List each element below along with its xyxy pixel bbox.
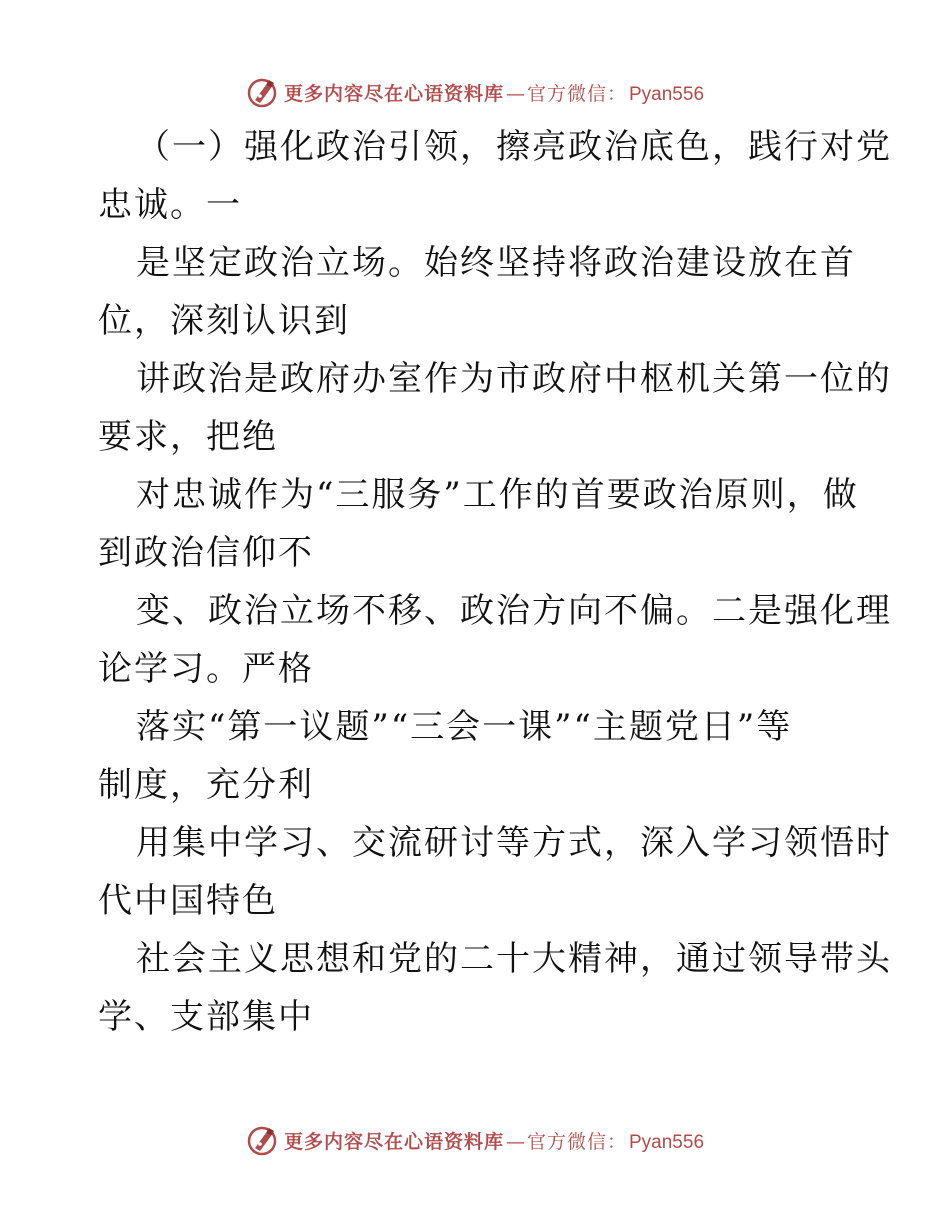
text-line: 代中国特色 — [98, 881, 278, 921]
red-pen-nib-icon — [246, 76, 278, 108]
text-line: 制度，充分利 — [98, 765, 314, 805]
text-line: 忠诚。一 — [98, 185, 242, 225]
text-line: 用集中学习、交流研讨等方式，深入学习领悟时 — [136, 823, 892, 863]
footer-separator: — — [505, 1130, 525, 1153]
footer-main-text: 更多内容尽在心语资料库 — [283, 1130, 504, 1153]
header-wechat-id: Pyan556 — [629, 83, 705, 105]
footer-banner — [0, 1120, 950, 1160]
document-body — [98, 118, 892, 1046]
header-text — [284, 79, 704, 106]
text-line: 论学习。严格 — [98, 649, 314, 689]
text-line: 位，深刻认识到 — [98, 301, 350, 341]
text-line: 变、政治立场不移、政治方向不偏。二是强化理 — [136, 591, 892, 631]
header-separator: — — [505, 82, 525, 105]
header-wechat-label: 官方微信： — [526, 82, 627, 105]
text-line: 讲政治是政府办室作为市政府中枢机关第一位的 — [136, 359, 892, 399]
text-line: 到政治信仰不 — [98, 533, 314, 573]
text-line: 落实“第一议题”“三会一课”“主题党日”等 — [136, 707, 793, 747]
text-line: 学、支部集中 — [98, 997, 314, 1037]
header-main-text: 更多内容尽在心语资料库 — [283, 82, 504, 105]
footer-text — [284, 1127, 704, 1154]
text-line: 是坚定政治立场。始终坚持将政治建设放在首 — [136, 243, 856, 283]
header-banner — [0, 72, 950, 112]
text-line: （一）强化政治引领，擦亮政治底色，践行对党 — [136, 127, 892, 167]
red-pen-nib-icon — [246, 1124, 278, 1156]
text-line: 对忠诚作为“三服务”工作的首要政治原则，做 — [136, 475, 859, 515]
footer-wechat-label: 官方微信： — [526, 1130, 627, 1153]
text-line: 社会主义思想和党的二十大精神，通过领导带头 — [136, 939, 892, 979]
footer-wechat-id: Pyan556 — [629, 1131, 705, 1153]
text-line: 要求，把绝 — [98, 417, 278, 457]
